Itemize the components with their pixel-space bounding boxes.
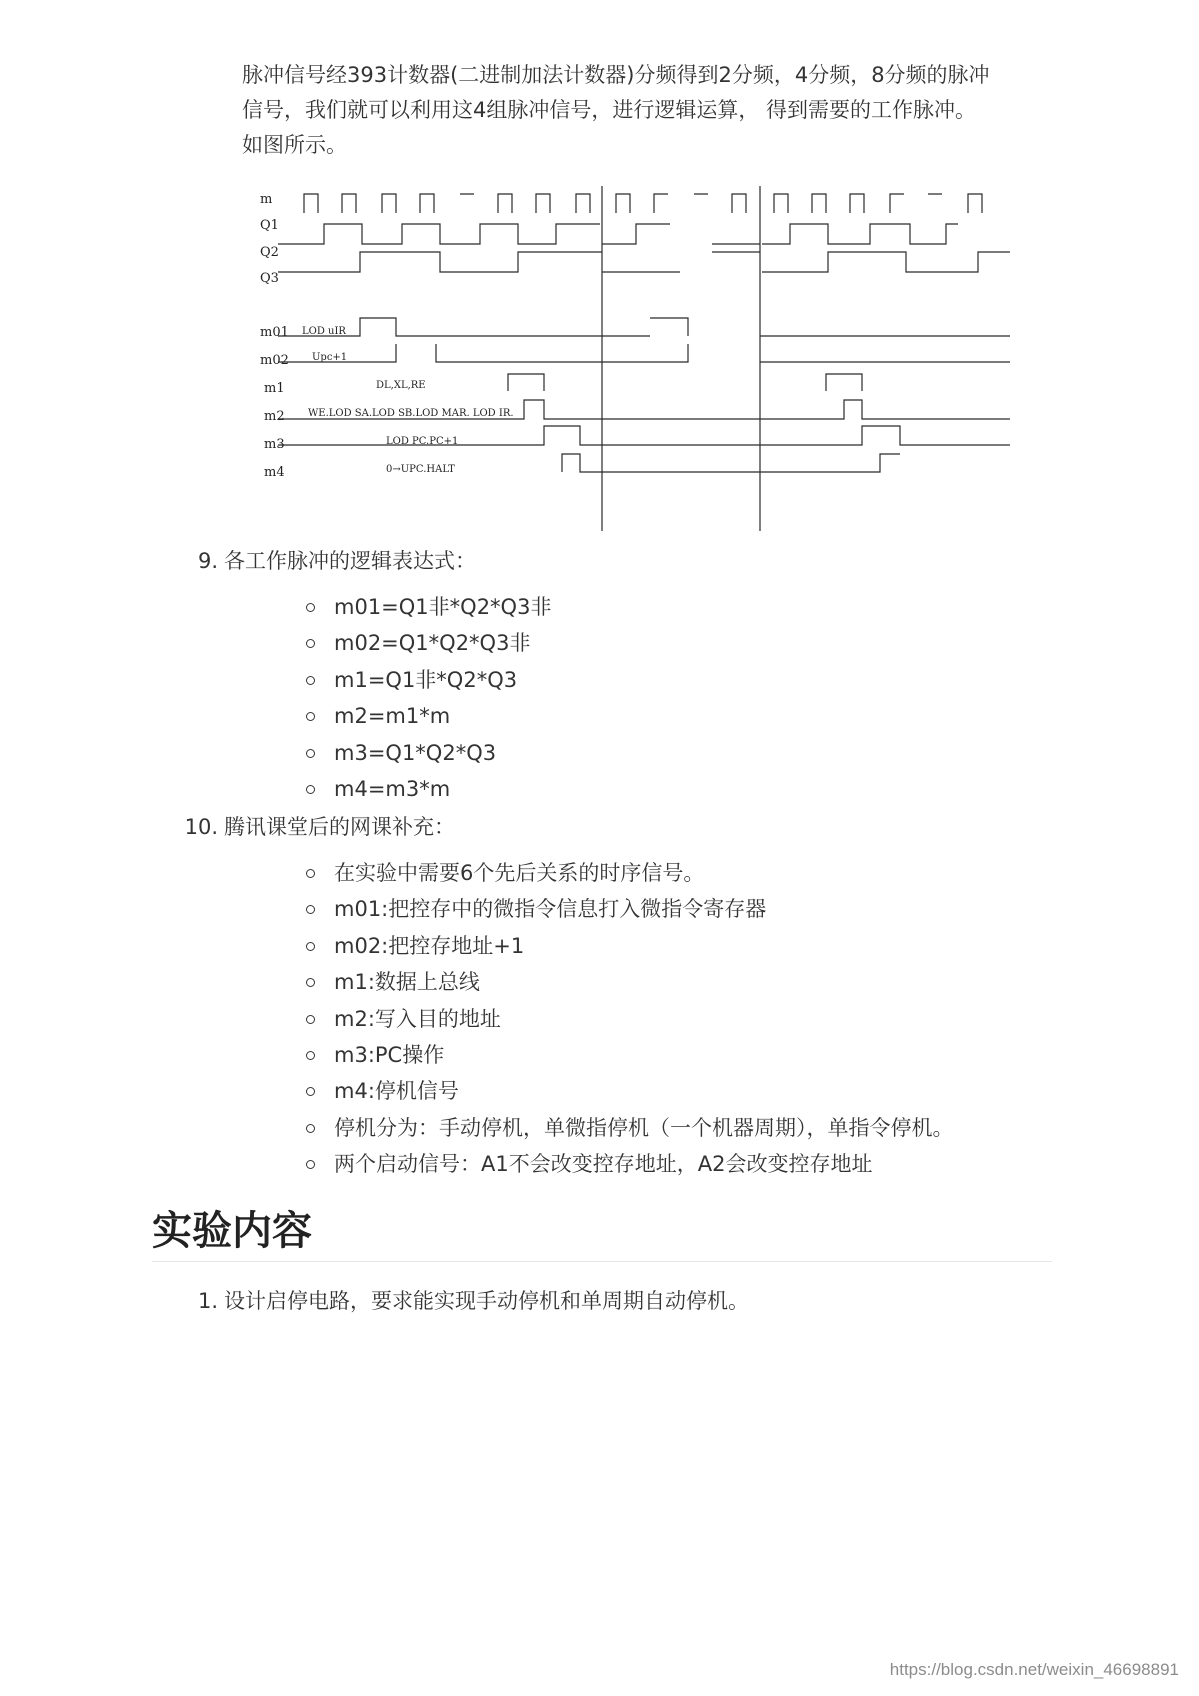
annotation-m4: 0→UPC.HALT — [386, 464, 455, 475]
label-m1: m1 — [264, 381, 285, 396]
label-q1: Q1 — [260, 218, 279, 233]
bullet-icon — [306, 978, 315, 987]
timing-diagram-svg — [250, 186, 1050, 536]
annotation-m02: Upc+1 — [312, 352, 348, 363]
list-item-text: 设计启停电路，要求能实现手动停机和单周期自动停机。 — [224, 1289, 749, 1313]
bullet-icon — [306, 1015, 315, 1024]
section-heading: 实验内容 — [152, 1203, 1052, 1262]
list-item: m01=Q1非*Q2*Q3非 — [306, 589, 551, 625]
m-waveform — [304, 194, 982, 213]
list-item-9 — [180, 546, 476, 576]
m4-waveform — [562, 454, 900, 472]
list-item: m3:PC操作 — [306, 1037, 954, 1073]
label-q2: Q2 — [260, 245, 279, 260]
intro-line-3: 如图所示。 — [242, 133, 347, 157]
list-item-title: 各工作脉冲的逻辑表达式： — [224, 549, 476, 573]
intro-line-1: 脉冲信号经393计数器(二进制加法计数器)分频得到2分频，4分频，8分频的脉冲 — [242, 63, 990, 87]
list-item: m4:停机信号 — [306, 1073, 954, 1109]
bullet-icon — [306, 603, 315, 612]
q2-waveform — [278, 252, 1010, 272]
list-item: m02=Q1*Q2*Q3非 — [306, 625, 551, 661]
annotation-m01: LOD uIR — [302, 326, 346, 337]
list-item: 两个启动信号：A1不会改变控存地址，A2会改变控存地址 — [306, 1146, 954, 1182]
content-item-1 — [180, 1286, 749, 1316]
list-item-10 — [180, 812, 455, 842]
bullet-icon — [306, 749, 315, 758]
bullet-icon — [306, 676, 315, 685]
bullet-icon — [306, 1160, 315, 1169]
list-item: 停机分为：手动停机，单微指停机（一个机器周期），单指令停机。 — [306, 1110, 954, 1146]
bullet-icon — [306, 869, 315, 878]
label-q3: Q3 — [260, 271, 279, 286]
m01-waveform — [278, 318, 1010, 336]
supplement-list — [306, 855, 954, 1183]
list-number: 10. — [184, 815, 218, 839]
m1-waveform — [508, 374, 862, 391]
watermark: https://blog.csdn.net/weixin_46698891 — [889, 1660, 1179, 1679]
intro-line-2: 信号，我们就可以利用这4组脉冲信号，进行逻辑运算， 得到需要的工作脉冲。 — [242, 98, 977, 122]
q1-waveform — [278, 224, 958, 244]
annotation-m3: LOD PC.PC+1 — [386, 436, 459, 447]
list-number: 9. — [197, 549, 218, 573]
bullet-icon — [306, 1087, 315, 1096]
bullet-icon — [306, 942, 315, 951]
list-item: m01:把控存中的微指令信息打入微指令寄存器 — [306, 891, 954, 927]
bullet-icon — [306, 712, 315, 721]
label-m2: m2 — [264, 409, 285, 424]
list-item: m1:数据上总线 — [306, 964, 954, 1000]
timing-diagram — [250, 186, 1050, 536]
label-m: m — [260, 192, 273, 207]
label-m01: m01 — [260, 325, 289, 340]
list-number: 1. — [197, 1289, 218, 1313]
annotation-m1: DL,XL,RE — [376, 380, 426, 391]
intro-paragraph — [242, 58, 1042, 163]
label-m02: m02 — [260, 353, 289, 368]
expression-list — [306, 589, 551, 807]
list-item: 在实验中需要6个先后关系的时序信号。 — [306, 855, 954, 891]
list-item: m3=Q1*Q2*Q3 — [306, 735, 551, 771]
list-item: m4=m3*m — [306, 771, 551, 807]
m02-waveform — [278, 344, 1010, 362]
list-item-title: 腾讯课堂后的网课补充： — [224, 815, 455, 839]
bullet-icon — [306, 785, 315, 794]
list-item: m2=m1*m — [306, 698, 551, 734]
bullet-icon — [306, 905, 315, 914]
list-item: m2:写入目的地址 — [306, 1001, 954, 1037]
label-m4: m4 — [264, 465, 285, 480]
label-m3: m3 — [264, 437, 285, 452]
bullet-icon — [306, 1124, 315, 1133]
annotation-m2: WE.LOD SA.LOD SB.LOD MAR. LOD IR. — [308, 408, 514, 419]
list-item: m02:把控存地址+1 — [306, 928, 954, 964]
bullet-icon — [306, 639, 315, 648]
bullet-icon — [306, 1051, 315, 1060]
list-item: m1=Q1非*Q2*Q3 — [306, 662, 551, 698]
